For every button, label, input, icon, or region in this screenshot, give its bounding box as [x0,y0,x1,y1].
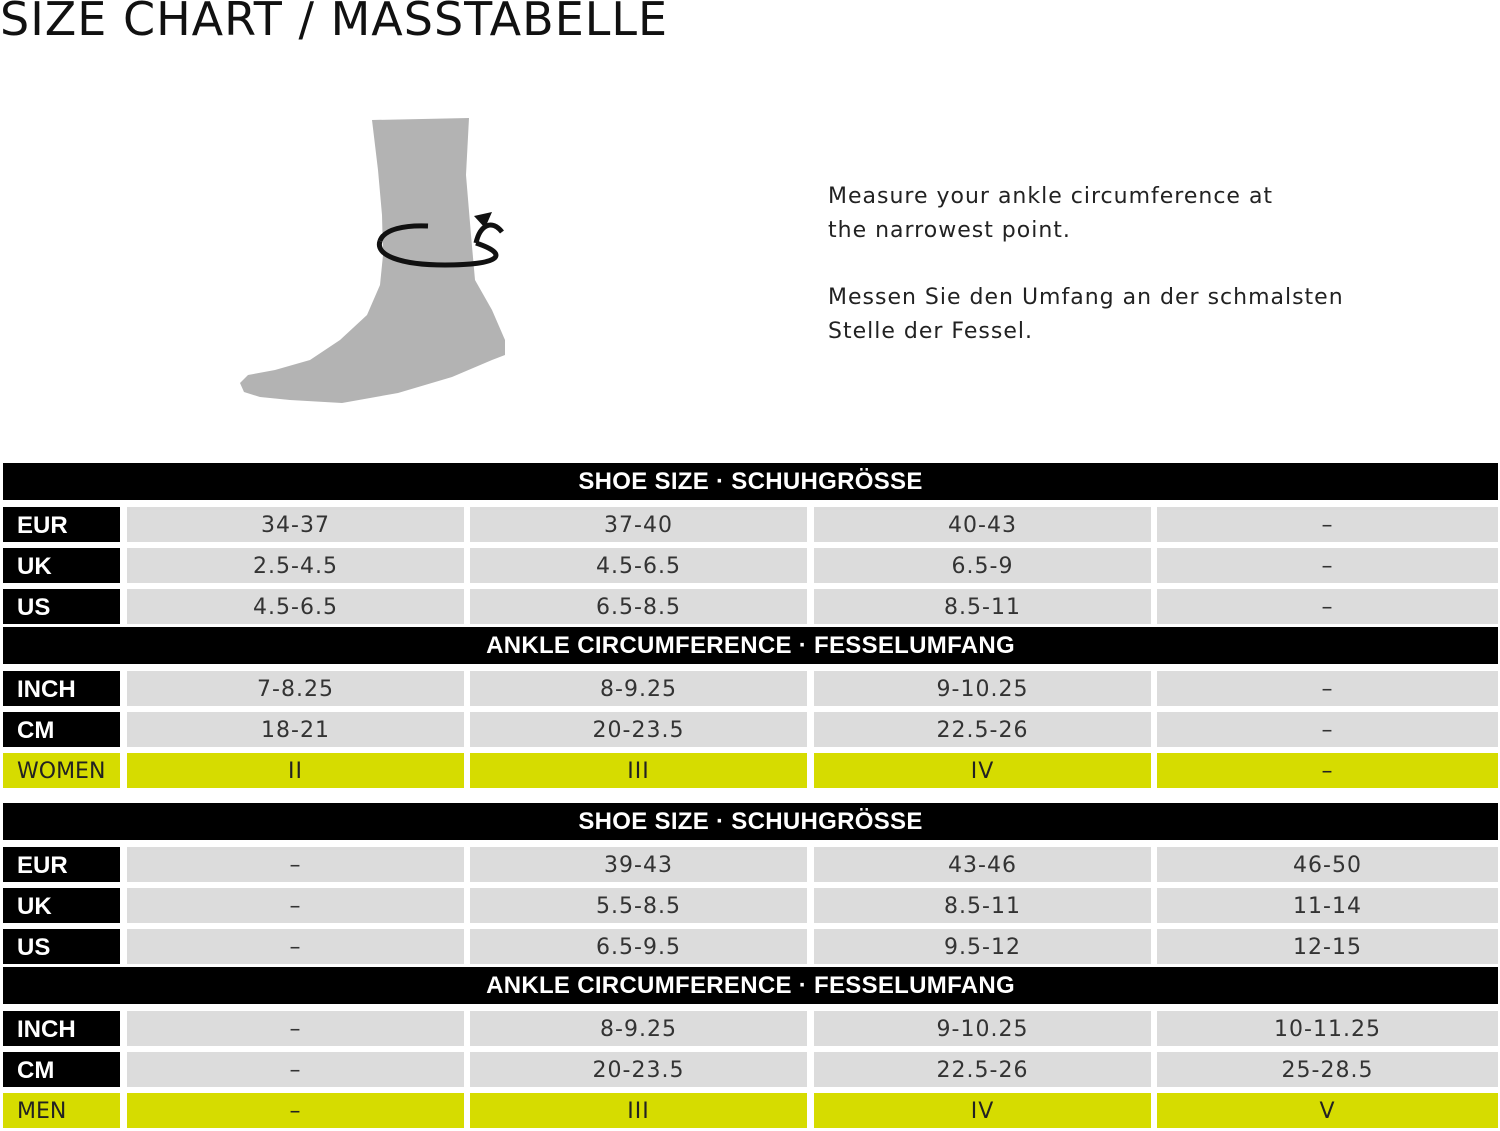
table-cell: 39-43 [470,847,807,882]
shoe-size-header: SHOE SIZE · SCHUHGRÖSSE [3,803,1498,840]
table-row [3,885,1498,926]
ankle-circumference-header: ANKLE CIRCUMFERENCE · FESSELUMFANG [3,967,1498,1004]
row-label-us: US [3,589,120,624]
foot-illustration [230,115,520,410]
instructions-de-line-2: Stelle der Fessel. [828,319,1033,344]
table-cell: IV [814,1093,1151,1128]
row-label-us: US [3,929,120,964]
table-row [3,545,1498,586]
foot-silhouette [240,118,505,403]
table-cell: 22.5-26 [814,1052,1151,1087]
row-label-men: MEN [3,1093,120,1128]
table-cell: – [127,1052,464,1087]
table-cell: 34-37 [127,507,464,542]
row-label-uk: UK [3,548,120,583]
table-row-size [3,1090,1498,1131]
table-cell: 8.5-11 [814,888,1151,923]
table-cell: 37-40 [470,507,807,542]
shoe-size-header: SHOE SIZE · SCHUHGRÖSSE [3,463,1498,500]
table-row [3,1008,1498,1049]
table-cell: 25-28.5 [1157,1052,1498,1087]
women-size-table [3,463,1498,791]
table-cell: 6.5-9 [814,548,1151,583]
table-cell: – [1157,712,1498,747]
table-cell: 6.5-9.5 [470,929,807,964]
row-label-cm: CM [3,712,120,747]
table-cell: 4.5-6.5 [127,589,464,624]
table-row [3,1049,1498,1090]
table-cell: – [127,1011,464,1046]
table-cell: 20-23.5 [470,1052,807,1087]
table-cell: III [470,1093,807,1128]
table-row [3,586,1498,627]
shoe-size-header-row [3,463,1498,504]
table-cell: 43-46 [814,847,1151,882]
table-cell: 12-15 [1157,929,1498,964]
table-cell: – [127,1093,464,1128]
table-row [3,668,1498,709]
table-cell: 2.5-4.5 [127,548,464,583]
ankle-header-row [3,967,1498,1008]
table-cell: – [1157,753,1498,788]
row-label-eur: EUR [3,507,120,542]
table-cell: 7-8.25 [127,671,464,706]
men-size-table [3,803,1498,1131]
instructions-en [828,180,1448,248]
table-cell: 5.5-8.5 [470,888,807,923]
table-cell: 20-23.5 [470,712,807,747]
table-row [3,844,1498,885]
ankle-circumference-header: ANKLE CIRCUMFERENCE · FESSELUMFANG [3,627,1498,664]
table-row [3,926,1498,967]
table-cell: – [1157,507,1498,542]
ankle-header-row [3,627,1498,668]
table-cell: – [127,847,464,882]
row-label-women: WOMEN [3,753,120,788]
instructions-de [828,281,1448,349]
table-cell: 4.5-6.5 [470,548,807,583]
table-cell: – [1157,671,1498,706]
measure-instructions [828,180,1448,382]
table-cell: 11-14 [1157,888,1498,923]
table-cell: 6.5-8.5 [470,589,807,624]
shoe-size-header-row [3,803,1498,844]
table-cell: III [470,753,807,788]
table-cell: 10-11.25 [1157,1011,1498,1046]
row-label-uk: UK [3,888,120,923]
table-cell: – [1157,589,1498,624]
row-label-inch: INCH [3,671,120,706]
instructions-de-line-1: Messen Sie den Umfang an der schmalsten [828,285,1344,310]
table-cell: 22.5-26 [814,712,1151,747]
table-cell: II [127,753,464,788]
row-label-inch: INCH [3,1011,120,1046]
page-title: SIZE CHART / MASSTABELLE [0,0,669,46]
table-row [3,709,1498,750]
instructions-en-line-2: the narrowest point. [828,218,1071,243]
instructions-en-line-1: Measure your ankle circumference at [828,184,1274,209]
table-row-size [3,750,1498,791]
table-cell: 9-10.25 [814,1011,1151,1046]
table-cell: 40-43 [814,507,1151,542]
table-cell: 8.5-11 [814,589,1151,624]
table-cell: – [1157,548,1498,583]
table-cell: 18-21 [127,712,464,747]
table-row [3,504,1498,545]
table-cell: – [127,888,464,923]
table-cell: 9.5-12 [814,929,1151,964]
table-cell: V [1157,1093,1498,1128]
table-cell: IV [814,753,1151,788]
row-label-cm: CM [3,1052,120,1087]
row-label-eur: EUR [3,847,120,882]
table-cell: 46-50 [1157,847,1498,882]
table-cell: 8-9.25 [470,671,807,706]
table-cell: 9-10.25 [814,671,1151,706]
table-cell: 8-9.25 [470,1011,807,1046]
table-cell: – [127,929,464,964]
